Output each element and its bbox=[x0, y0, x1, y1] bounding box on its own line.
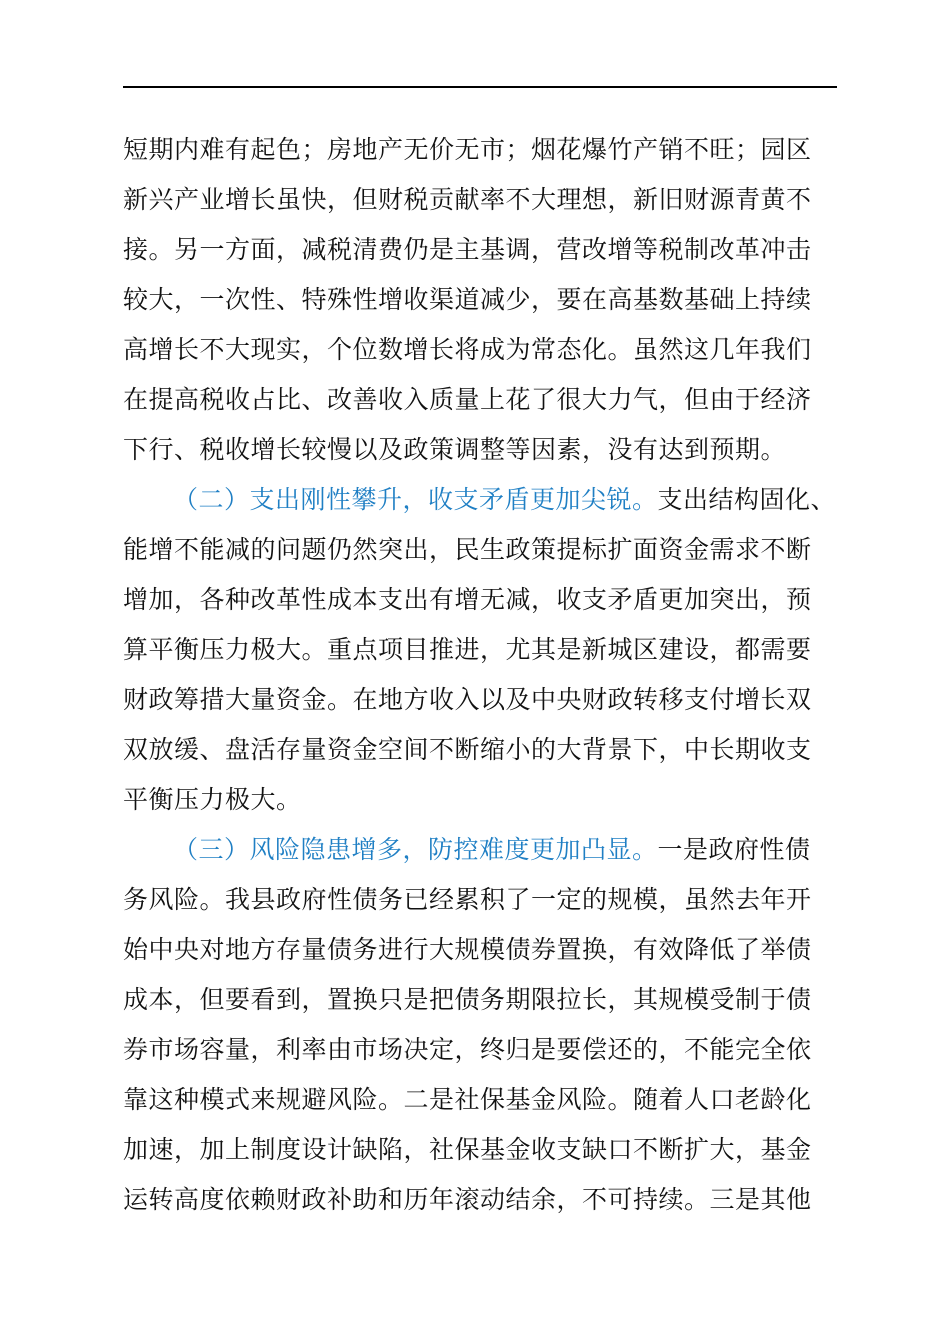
text-line: 接。另一方面，减税清费仍是主基调，营改增等税制改革冲击 bbox=[123, 235, 812, 264]
text-line: 靠这种模式来规避风险。二是社保基金风险。随着人口老龄化 bbox=[123, 1085, 812, 1114]
text-line: 始中央对地方存量债务进行大规模债券置换，有效降低了举债 bbox=[123, 935, 812, 964]
text-line: 高增长不大现实，个位数增长将成为常态化。虽然这几年我们 bbox=[123, 335, 812, 364]
section-3-first-line-text: 一是政府性债 bbox=[657, 835, 811, 864]
text-line: 下行、税收增长较慢以及政策调整等因素，没有达到预期。 bbox=[123, 435, 787, 464]
text-line: 在提高税收占比、改善收入质量上花了很大力气，但由于经济 bbox=[123, 385, 812, 414]
text-line: 新兴产业增长虽快，但财税贡献率不大理想，新旧财源青黄不 bbox=[123, 185, 812, 214]
text-line: 较大，一次性、特殊性增收渠道减少，要在高基数基础上持续 bbox=[123, 285, 812, 314]
text-line: 券市场容量，利率由市场决定，终归是要偿还的，不能完全依 bbox=[123, 1035, 812, 1064]
section-2-first-line bbox=[123, 475, 837, 525]
document-body bbox=[123, 125, 837, 1225]
header-rule bbox=[123, 86, 837, 88]
text-line: 短期内难有起色；房地产无价无市；烟花爆竹产销不旺；园区 bbox=[123, 135, 812, 164]
text-line: 双放缓、盘活存量资金空间不断缩小的大背景下，中长期收支 bbox=[123, 735, 812, 764]
text-line: 运转高度依赖财政补助和历年滚动结余，不可持续。三是其他 bbox=[123, 1185, 812, 1214]
section-3-first-line bbox=[123, 825, 837, 875]
text-line: 财政筹措大量资金。在地方收入以及中央财政转移支付增长双 bbox=[123, 685, 812, 714]
text-line: 平衡压力极大。 bbox=[123, 785, 302, 814]
section-2-first-line-text: 支出结构固化、 bbox=[657, 485, 837, 514]
section-2-heading: （二）支出刚性攀升，收支矛盾更加尖锐。 bbox=[173, 485, 658, 514]
text-line: 务风险。我县政府性债务已经累积了一定的规模，虽然去年开 bbox=[123, 885, 812, 914]
text-line: 算平衡压力极大。重点项目推进，尤其是新城区建设，都需要 bbox=[123, 635, 812, 664]
text-line: 成本，但要看到，置换只是把债务期限拉长，其规模受制于债 bbox=[123, 985, 812, 1014]
text-line: 能增不能减的问题仍然突出，民生政策提标扩面资金需求不断 bbox=[123, 535, 812, 564]
text-line: 加速，加上制度设计缺陷，社保基金收支缺口不断扩大，基金 bbox=[123, 1135, 812, 1164]
section-3-heading: （三）风险隐患增多，防控难度更加凸显。 bbox=[173, 835, 658, 864]
text-line: 增加，各种改革性成本支出有增无减，收支矛盾更加突出，预 bbox=[123, 585, 812, 614]
